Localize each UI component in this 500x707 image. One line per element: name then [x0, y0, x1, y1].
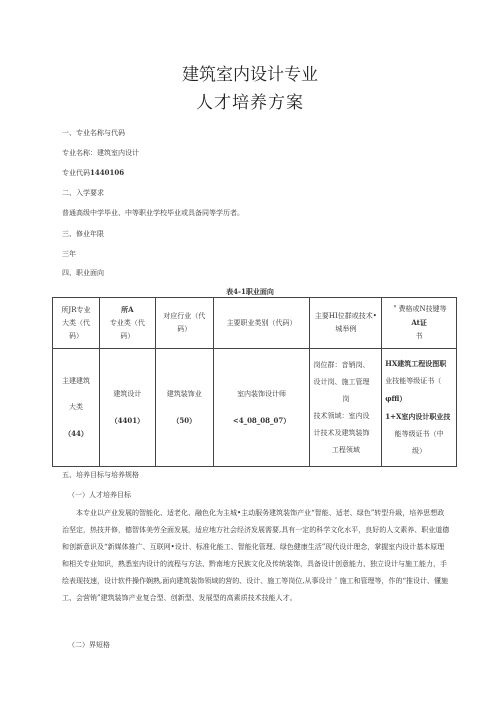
table-caption: 表4-1职业面向 — [226, 287, 274, 296]
major-code-value: 1440106 — [90, 168, 125, 177]
cell-certificate: HX建筑工程设图职 业技能等级证书（ φffl） 1+X室内设计职业技 能等级证书（中 级） — [382, 349, 457, 467]
table-header-row — [53, 298, 457, 349]
document-title-line2: 人才培养方案 — [196, 93, 304, 113]
cell-industry: 建筑装饰业 （50） — [155, 349, 213, 467]
table-row — [53, 349, 457, 467]
admission-requirement: 普通高级中学毕业、中等职业学校毕业或具备同等学历者。 — [62, 209, 244, 217]
major-code-line — [62, 168, 124, 178]
header-category: 所JR专业 大类（代 码） — [53, 298, 100, 349]
major-code-label: 专业代码 — [62, 169, 90, 177]
cell-job-group: 岗位群：音销岗、 设计岗、施工管理 岗 技术领域：室内设 计技术及建筑装饰 工程领域 — [310, 349, 382, 467]
cell-subcategory: 建筑设计 （4401） — [99, 349, 155, 467]
cell-occupation: 室内装饰设计师 <4_08_08_07） — [213, 349, 310, 467]
header-subcategory: 所A 专业类（代 码） — [99, 298, 155, 349]
cell-category: 主建建筑 大类 （44） — [53, 349, 100, 467]
training-goal-paragraph: 本专业以产业发展的智能化、适老化、融色化为主城•主动服务建筑装饰产业“智能、适老、绿色”转型升級，培养思想政治坚定，热技并修，德智体美劳全面发展，适应地方社会经济发展需要,具有一定的科学文化水平，良好的人文素养、职业道德和创新意识及“新媒体推广、互联网•设计、标准化能工、智能化管理、绿色健康生活”现代设计理念，掌握室内设计基本原理和相关专业知识，熟悉室内设计的流程与方法、黔南地方民族文化及传统装饰，具备设计创意能力、独立设计与施工能力，手绘表现技速，设计软件操作娴熟,面向建筑装饰领域的营的、设计、施工等岗位,从事设计＇施工和管理等，作的“推设计、懂施工、会营销”建筑装饰产业复合型、创新型、发展型的高素质技术技能人才。 — [62, 509, 450, 602]
occupation-table — [52, 297, 457, 467]
subsection-2-heading: （二）界短格 — [68, 641, 110, 649]
section-5-heading: 五、培养目标与培养规格 — [62, 471, 139, 479]
subsection-1-heading: （一）人才培养目标 — [68, 491, 131, 499]
section-1-heading: 一、专业名称与代码 — [62, 129, 125, 137]
section-3-heading: 三、修业年限 — [62, 230, 104, 238]
header-certificate: ＂费格或N技键等 At证 书 — [382, 298, 457, 349]
section-2-heading: 二、入学要求 — [62, 189, 104, 197]
header-occupation: 主要职业类别（代码） — [213, 298, 310, 349]
document-title-line1: 建筑室内设计专业 — [182, 65, 318, 85]
section-4-heading: 四、职业面向 — [62, 269, 104, 277]
duration-value: 三年 — [62, 250, 76, 258]
major-name: 专业名称：建筑室内设计 — [62, 149, 139, 157]
header-industry: 对应行业（代 码） — [155, 298, 213, 349]
header-job-group: 主要HI位群或技术• 城举例 — [310, 298, 382, 349]
